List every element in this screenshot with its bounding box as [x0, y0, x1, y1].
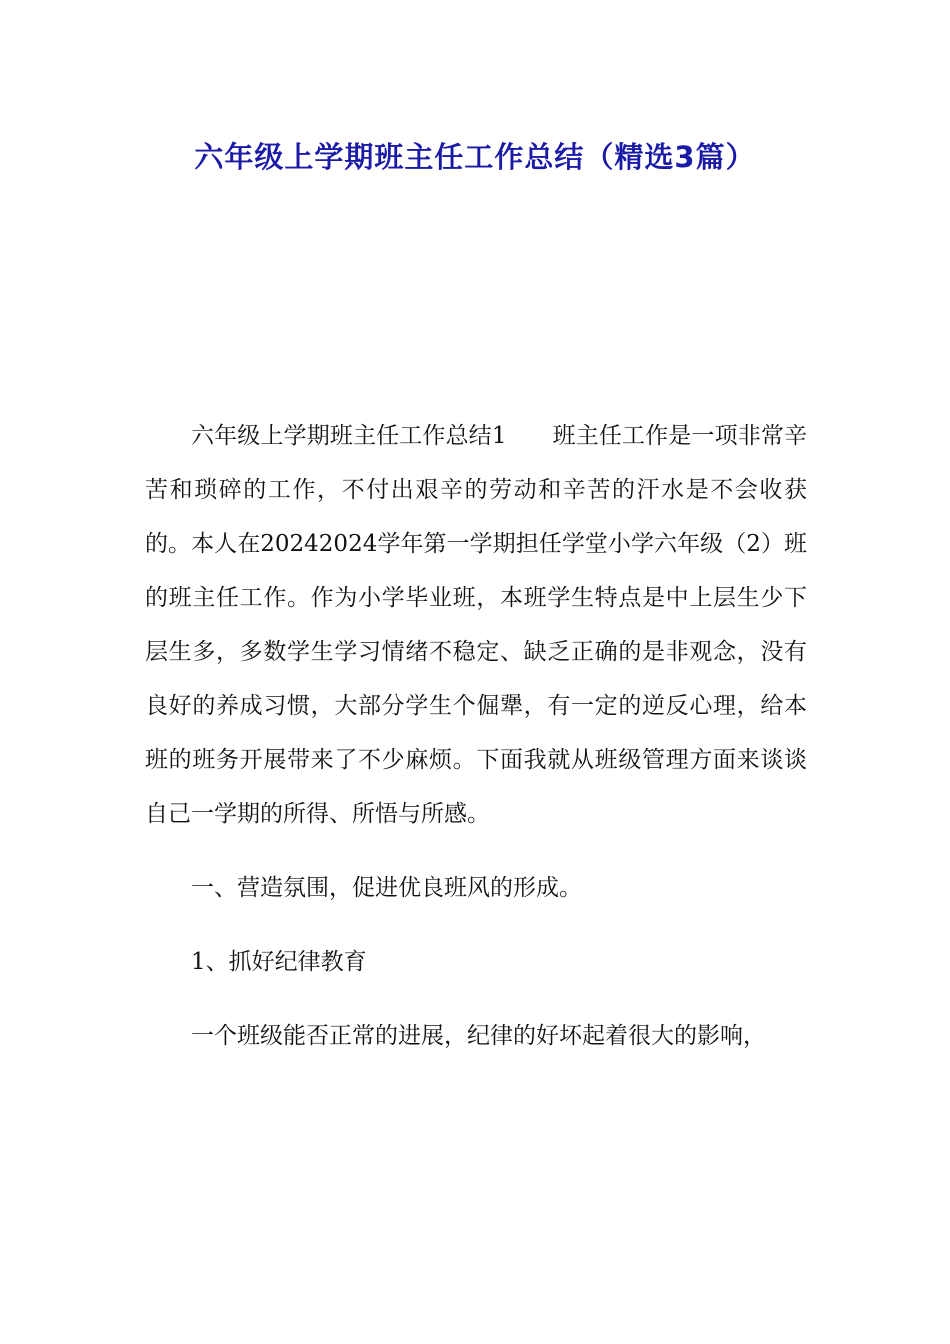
document-body: [145, 409, 807, 1083]
heading-1: 一、营造氛围，促进优良班风的形成。: [191, 875, 582, 901]
intro-text: 班主任工作是一项非常辛苦和琐碎的工作，不付出艰辛的劳动和辛苦的汗水是不会收获的。本人在20242024学年第一学期担任学堂小学六年级（2）班的班主任工作。作为小学毕业班，本班学生特点是中上层生少下层生多，多数学生学习情绪不稳定、缺乏正确的是非观念，没有良好的养成习惯，大部分学生个倔犟，有一定的逆反心理，给本班的班务开展带来了不少麻烦。下面我就从班级管理方面来谈谈自己一学期的所得、所悟与所感。: [145, 423, 807, 827]
paragraph-discipline: 一个班级能否正常的进展，纪律的好坏起着很大的影响，: [191, 1023, 766, 1049]
subheading-1: 1、抓好纪律教育: [191, 949, 367, 975]
section-heading: 六年级上学期班主任工作总结1: [191, 423, 507, 449]
intro-paragraph: [145, 409, 807, 841]
document-title: 六年级上学期班主任工作总结（精选3篇）: [194, 140, 756, 174]
